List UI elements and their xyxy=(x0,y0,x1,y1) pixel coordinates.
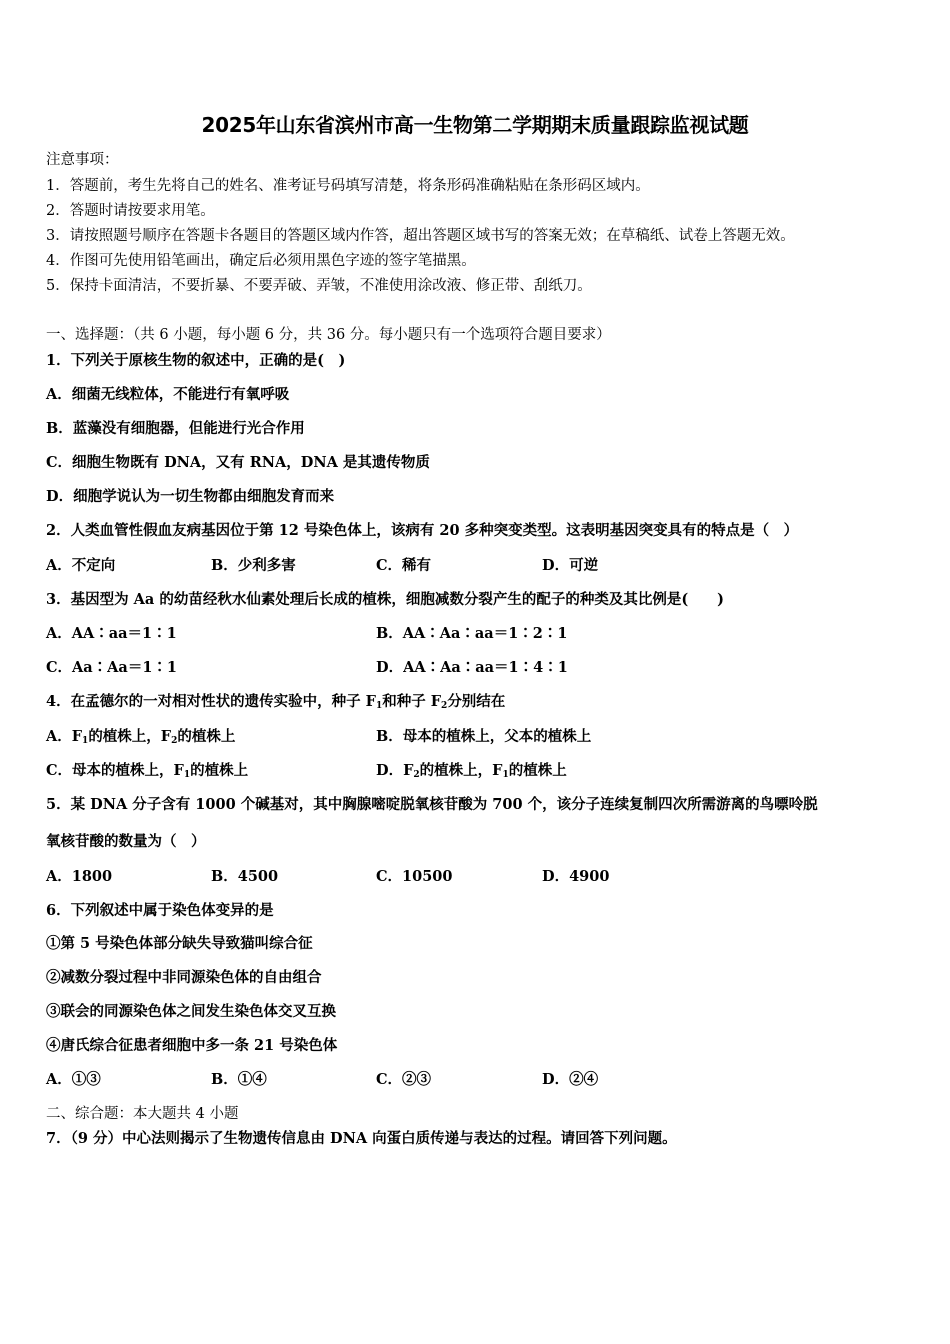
q6-option-a: A．①③ xyxy=(46,1071,101,1088)
q2-option-c: C．稀有 xyxy=(376,557,432,574)
q5-option-a: A．1800 xyxy=(46,868,113,885)
q5-option-d: D．4900 xyxy=(542,868,610,885)
q6-statement-2: ②减数分裂过程中非同源染色体的自由组合 xyxy=(46,969,322,986)
q5-stem-line-2: 氧核苷酸的数量为（ ） xyxy=(46,833,206,850)
page-title: 2025年山东省滨州市高一生物第二学期期末质量跟踪监视试题 xyxy=(201,113,749,137)
q3-option-a: A．AA∶aa＝1∶1 xyxy=(46,625,177,642)
q2-option-b: B．少利多害 xyxy=(211,557,296,574)
notice-item-5: 5．保持卡面清洁，不要折暴、不要弄破、弄皱，不准使用涂改液、修正带、刮纸刀。 xyxy=(46,278,592,294)
q6-statement-3: ③联会的同源染色体之间发生染色体交叉互换 xyxy=(46,1003,336,1020)
section1-heading: 一、选择题：（共 6 小题，每小题 6 分，共 36 分。每小题只有一个选项符合题目要求） xyxy=(46,327,611,343)
notice-item-3: 3．请按照题号顺序在答题卡各题目的答题区域内作答，超出答题区域书写的答案无效；在草稿纸、试卷上答题无效。 xyxy=(46,228,795,244)
q6-option-c: C．②③ xyxy=(376,1071,432,1088)
q6-option-d: D．②④ xyxy=(542,1071,599,1088)
q2-option-a: A．不定向 xyxy=(46,557,116,574)
q3-option-b: B．AA∶Aa∶aa＝1∶2∶1 xyxy=(376,625,568,642)
q3-option-c: C．Aa∶Aa＝1∶1 xyxy=(46,659,178,676)
q3-stem: 3．基因型为 Aa 的幼苗经秋水仙素处理后长成的植株，细胞减数分裂产生的配子的种类及其比例是( ) xyxy=(46,591,725,608)
q4-option-b: B．母本的植株上，父本的植株上 xyxy=(376,728,592,745)
q2-stem: 2．人类血管性假血友病基因位于第 12 号染色体上，该病有 20 多种突变类型。这表明基因突变具有的特点是（ ） xyxy=(46,522,799,539)
q5-option-c: C．10500 xyxy=(376,868,453,885)
notice-item-2: 2．答题时请按要求用笔。 xyxy=(46,203,215,219)
section2-heading: 二、综合题：本大题共 4 小题 xyxy=(46,1106,239,1122)
q4-option-a: A．$F_1$的植株上，$F_2$的植株上 xyxy=(46,728,236,746)
q6-statement-4: ④唐氏综合征患者细胞中多一条 21 号染色体 xyxy=(46,1037,338,1054)
q4-option-c: C．母本的植株上，$F_1$的植株上 xyxy=(46,762,249,780)
q1-stem: 1．下列关于原核生物的叙述中，正确的是( ) xyxy=(46,352,346,369)
q7-stem: 7．（9 分）中心法则揭示了生物遗传信息由 DNA 向蛋白质传递与表达的过程。请回答下列问题。 xyxy=(46,1130,677,1147)
q1-option-d: D．细胞学说认为一切生物都由细胞发育而来 xyxy=(46,488,335,505)
q4-stem: 4．在孟德尔的一对相对性状的遗传实验中，种子 $F_1$和种子 $F_2$分别结在 xyxy=(46,693,506,711)
q6-statement-1: ①第 5 号染色体部分缺失导致猫叫综合征 xyxy=(46,935,313,952)
q1-option-a: A．细菌无线粒体，不能进行有氧呼吸 xyxy=(46,386,290,403)
q4-option-d: D．$F_2$的植株上，$F_1$的植株上 xyxy=(376,762,567,780)
q6-option-b: B．①④ xyxy=(211,1071,267,1088)
q1-option-b: B．蓝藻没有细胞器，但能进行光合作用 xyxy=(46,420,305,437)
q5-stem-line-1: 5．某 DNA 分子含有 1000 个碱基对，其中胸腺嘧啶脱氧核苷酸为 700 个，该分子连续复制四次所需游离的鸟嘌呤脱 xyxy=(46,796,818,813)
q6-stem: 6．下列叙述中属于染色体变异的是 xyxy=(46,902,274,919)
notice-heading: 注意事项： xyxy=(46,152,119,168)
q3-option-d: D．AA∶Aa∶aa＝1∶4∶1 xyxy=(376,659,568,676)
q5-option-b: B．4500 xyxy=(211,868,279,885)
q2-option-d: D．可逆 xyxy=(542,557,599,574)
notice-item-4: 4．作图可先使用铅笔画出，确定后必须用黑色字迹的签字笔描黑。 xyxy=(46,253,476,269)
notice-item-1: 1．答题前，考生先将自己的姓名、准考证号码填写清楚，将条形码准确粘贴在条形码区域内。 xyxy=(46,178,650,194)
q1-option-c: C．细胞生物既有 DNA，又有 RNA，DNA 是其遗传物质 xyxy=(46,454,430,471)
